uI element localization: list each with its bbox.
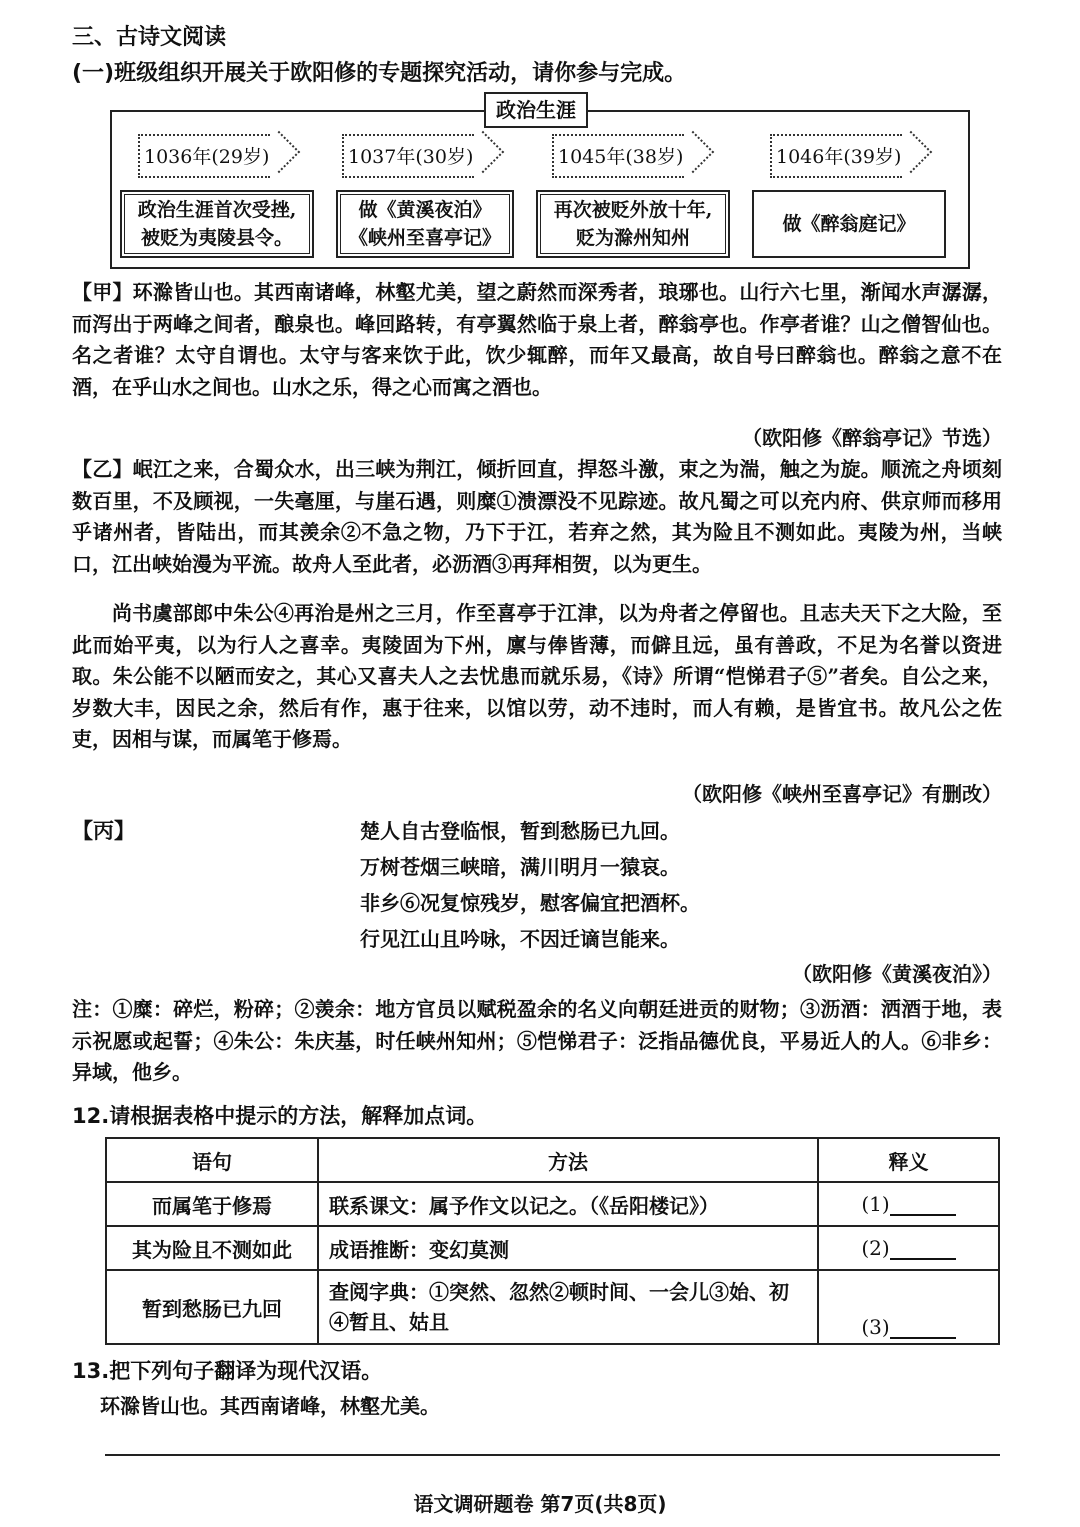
activity-intro: (一)班级组织开展关于欧阳修的专题探究活动，请你参与完成。 [72,61,687,86]
answer-cell [818,1270,999,1344]
table-cell-sentence: 暂到愁肠已九回 [106,1270,318,1344]
event-line: 做《醉翁庭记》 [782,213,916,235]
answer-cell [818,1226,999,1270]
passage-jia-source: （欧阳修《醉翁亭记》节选） [742,426,1002,450]
table-header: 释义 [818,1138,999,1182]
timeline-event [120,190,314,258]
poem-line: 非乡⑥况复惊残岁，慰客偏宜把酒杯。 [360,891,700,915]
event-line: 做《黄溪夜泊》 [358,199,492,221]
answer-blank[interactable] [890,1319,956,1339]
timeline-year: 1046年(39岁) [776,146,902,168]
question-13-prompt: 13.把下列句子翻译为现代汉语。 [72,1359,383,1383]
answer-label: (2) [861,1236,890,1260]
answer-cell [818,1182,999,1226]
timeline-year-tag [138,134,278,176]
timeline-year: 1036年(29岁) [144,146,270,168]
table-row [106,1182,999,1226]
passage-yi-para1: 【乙】岷江之来，合蜀众水，出三峡为荆江，倾折回直，捍怒斗激，束之为湍，触之为旋。顺流之舟顷刻数百里，不及顾视，一失毫厘，与崖石遇，则糜①溃漂没不见踪迹。故凡蜀之可以充内府、供京师而移用乎诸州者，皆陆出，而其羡余②不急之物，乃下于江，若弃之然，其为险且不测如此。夷陵为州，当峡口，江出峡始漫为平流。故舟人至此者，必沥酒③再拜相贺，以为更生。 [72,457,1002,576]
event-line: 贬为滁州知州 [575,227,690,249]
table-header: 方法 [318,1138,818,1182]
passage-jia: 【甲】环滁皆山也。其西南诸峰，林壑尤美，望之蔚然而深秀者，琅琊也。山行六七里，渐闻水声潺潺，而泻出于两峰之间者，酿泉也。峰回路转，有亭翼然临于泉上者，醉翁亭也。作亭者谁？山之僧智仙也。名之者谁？太守自谓也。太守与客来饮于此，饮少辄醉，而年又最高，故自号曰醉翁也。醉翁之意不在酒，在乎山水之间也。山水之乐，得之心而寓之酒也。 [72,280,1002,399]
timeline-year-tag [342,134,482,176]
event-line: 再次被贬外放十年, [553,199,713,221]
passage-yi-para2: 尚书虞部郎中朱公④再治是州之三月，作至喜亭于江津，以为舟者之停留也。且志夫天下之大险，至此而始平夷，以为行人之喜幸。夷陵固为下州，廪与俸皆薄，而僻且远，虽有善政，不足为名誉以资进取。朱公能不以陋而安之，其心又喜夫人之去忧患而就乐易，《诗》所谓“恺悌君子⑤”者矣。自公之来，岁数大丰，因民之余，然后有作，惠于往来，以馆以劳，动不违时，而人有赖，是皆宜书。故凡公之佐吏，因相与谋，而属笔于修焉。 [72,601,1002,751]
answer-label: (1) [861,1192,890,1216]
table-row [106,1226,999,1270]
timeline-year: 1037年(30岁) [348,146,474,168]
poem-line: 楚人自古登临恨，暂到愁肠已九回。 [360,819,680,843]
event-line: 《峡州至喜亭记》 [348,227,501,249]
section-title: 三、古诗文阅读 [72,25,227,50]
timeline-title: 政治生涯 [484,92,588,128]
table-row [106,1270,999,1344]
timeline-event [536,190,730,258]
timeline-event [752,190,946,258]
answer-line[interactable] [105,1454,1000,1456]
table-cell-method: 联系课文：属予作文以记之。（《岳阳楼记》） [318,1182,818,1226]
table-header: 语句 [106,1138,318,1182]
poem-line: 行见江山且吟咏，不因迁谪岂能来。 [360,927,680,951]
annotation-notes: 注：①糜：碎烂，粉碎；②羡余：地方官员以赋税盈余的名义向朝廷进贡的财物；③沥酒：洒酒于地，表示祝愿或起誓；④朱公：朱庆基，时任峡州知州；⑤恺悌君子：泛指品德优良，平易近人的人。⑥非乡：异域，他乡。 [72,997,1002,1084]
poem-line: 万树苍烟三峡暗，满川明月一猿哀。 [360,855,680,879]
event-line: 政治生涯首次受挫, [137,199,297,221]
timeline-event [336,190,514,258]
answer-label: (3) [861,1315,890,1339]
table-cell-method: 成语推断：变幻莫测 [318,1226,818,1270]
question-13-sentence: 环滁皆山也。其西南诸峰，林壑尤美。 [100,1394,440,1418]
passage-bing-source: （欧阳修《黄溪夜泊》） [792,962,1002,986]
page-footer: 语文调研题卷 第7页(共8页) [413,1492,667,1516]
table-header-row [106,1138,999,1182]
timeline-year-tag [552,134,692,176]
table-cell-sentence: 而属笔于修焉 [106,1182,318,1226]
timeline-year-tag [770,134,910,176]
passage-yi-source: （欧阳修《峡州至喜亭记》有删改） [682,782,1002,806]
q12-table [105,1137,1000,1345]
passage-bing-label: 【丙】 [72,818,135,843]
question-12-prompt: 12.请根据表格中提示的方法，解释加点词。 [72,1104,488,1128]
answer-blank[interactable] [890,1196,956,1216]
table-cell-method: 查阅字典：①突然、忽然②顿时间、一会儿③始、初④暂且、姑且 [318,1270,818,1344]
event-line: 被贬为夷陵县令。 [140,227,293,249]
answer-blank[interactable] [890,1240,956,1260]
timeline-year: 1045年(38岁) [558,146,684,168]
table-cell-sentence: 其为险且不测如此 [106,1226,318,1270]
